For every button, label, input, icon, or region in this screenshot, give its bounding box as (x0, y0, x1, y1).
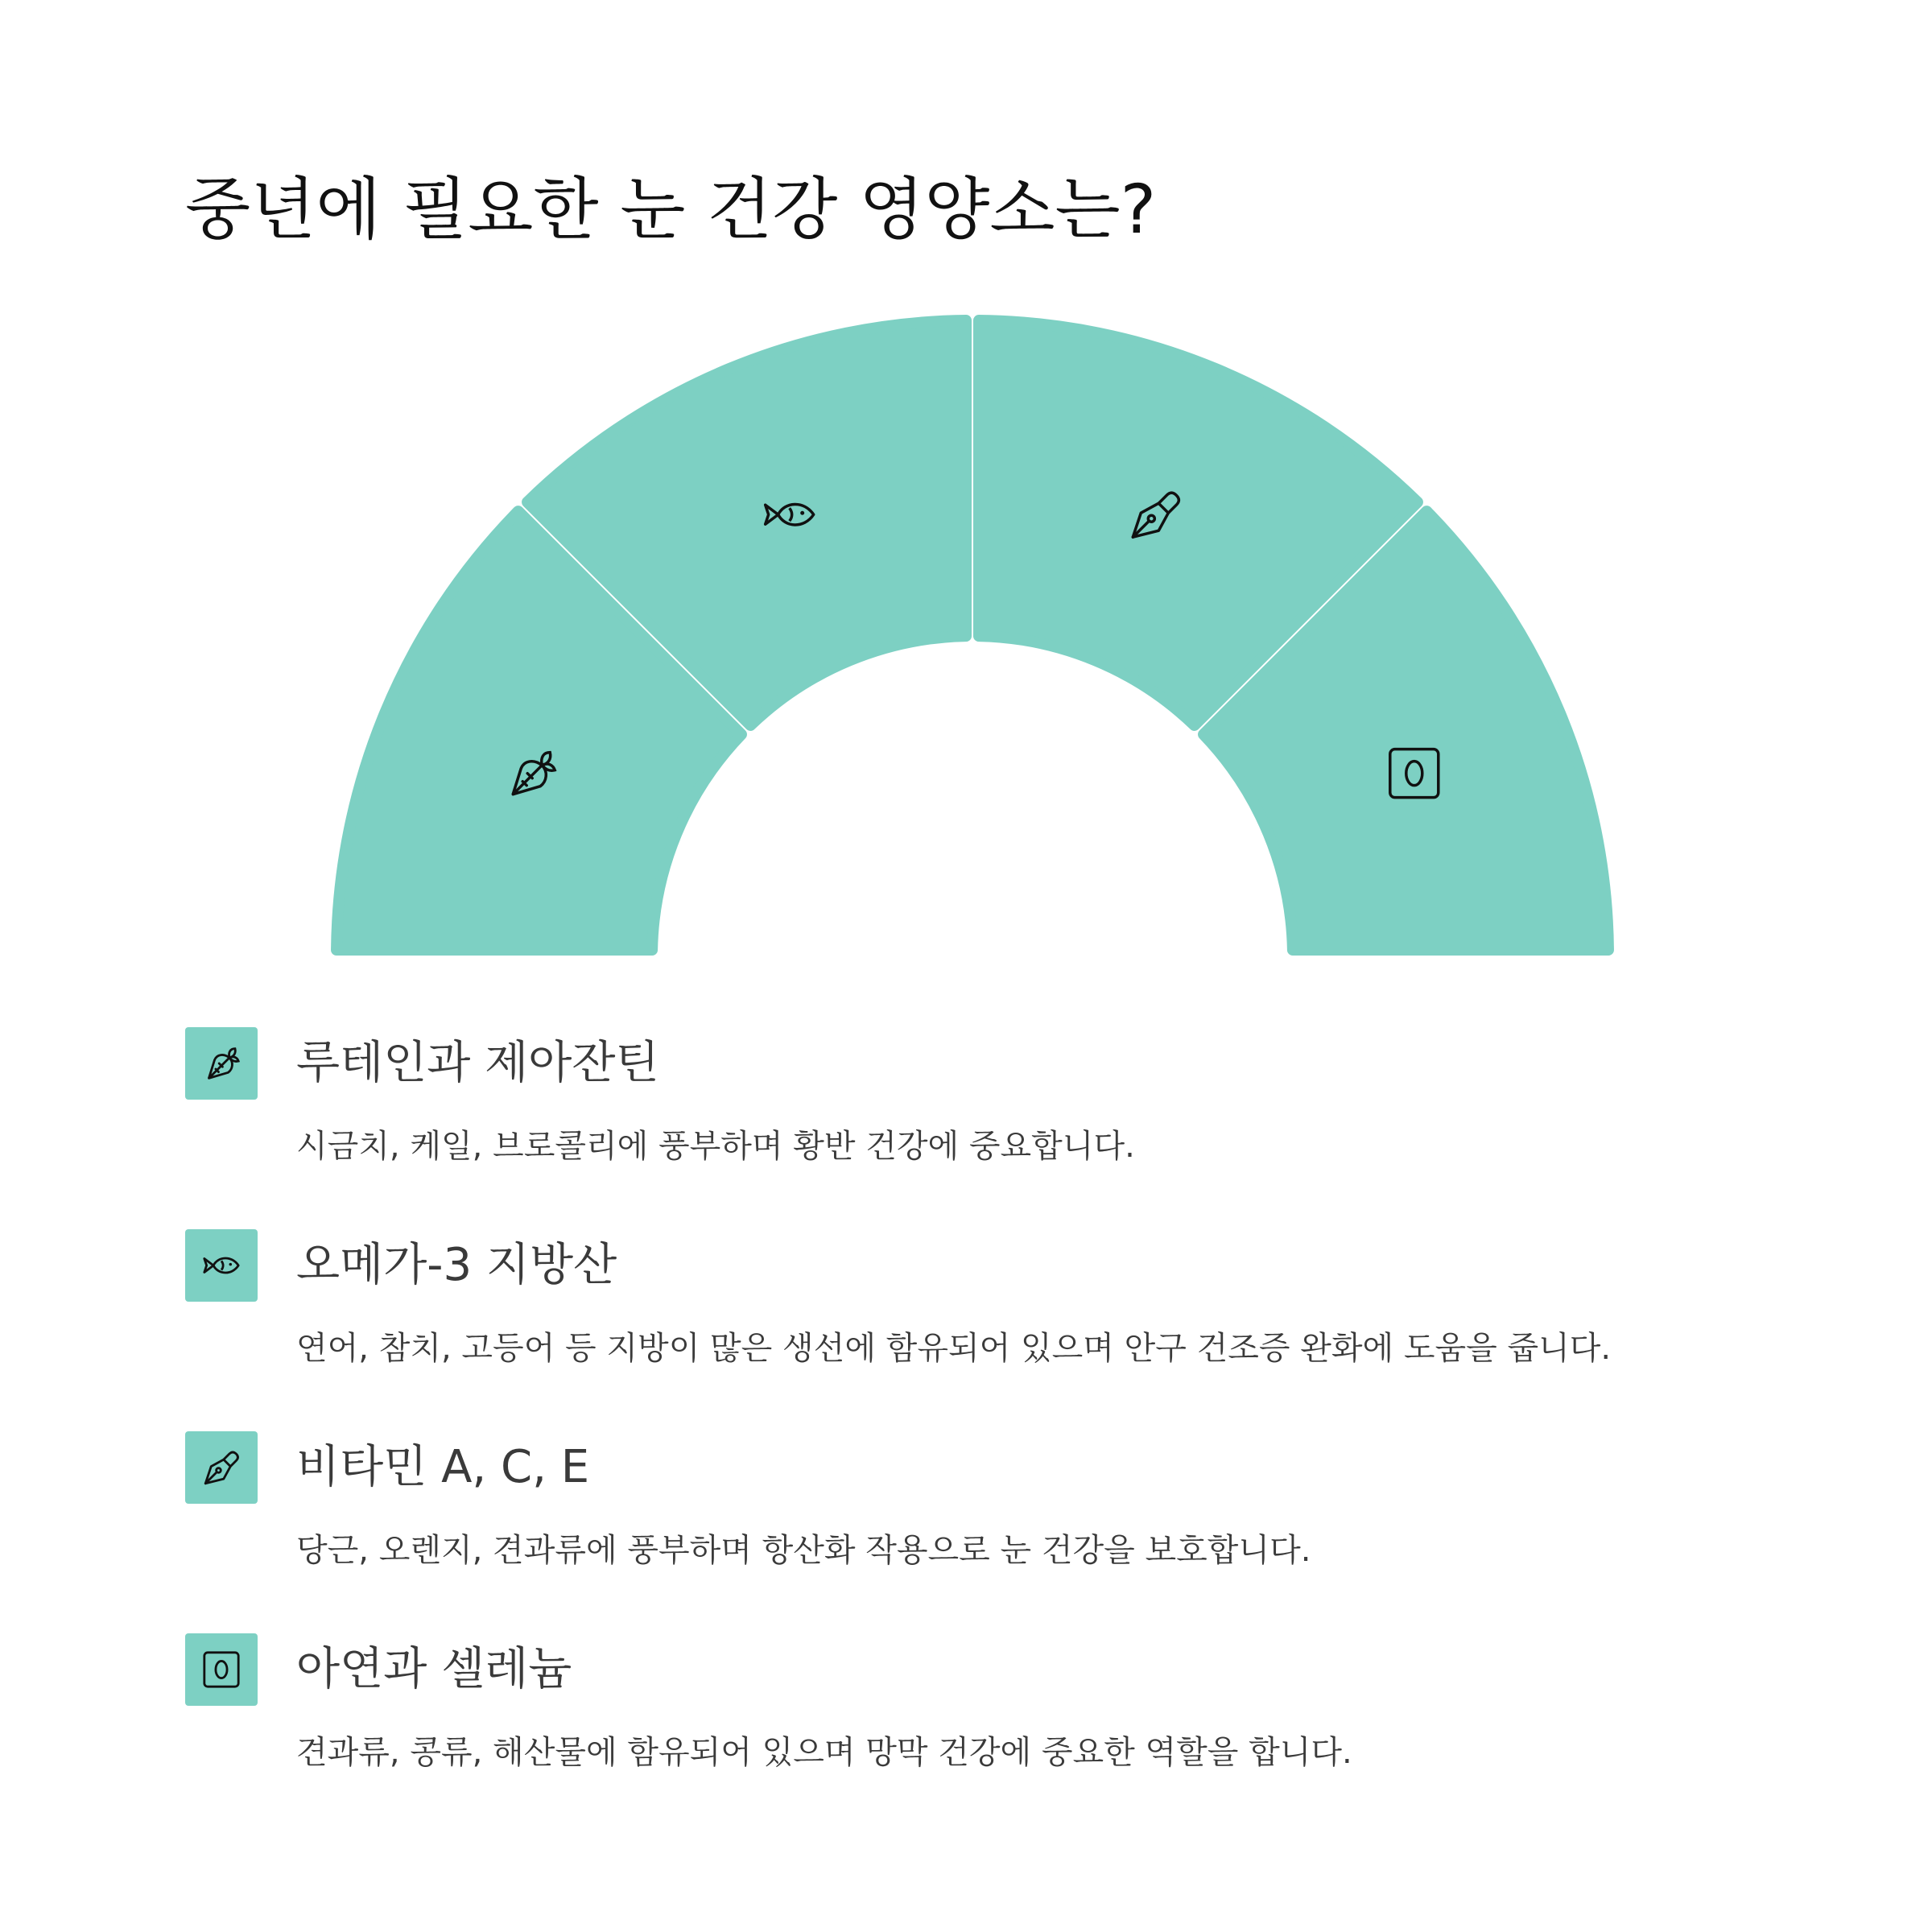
zero-box-icon (202, 1650, 241, 1689)
carrot-icon (202, 1044, 241, 1083)
legend-heading: 비타민 A, C, E (296, 1441, 590, 1493)
legend-icon-badge (185, 1229, 258, 1302)
legend-icon-badge (185, 1027, 258, 1100)
legend-icon-badge (185, 1431, 258, 1504)
legend-heading: 아연과 셀레늄 (296, 1643, 572, 1695)
legend-heading: 오메가-3 지방산 (296, 1239, 617, 1291)
segments-layer (336, 320, 1608, 950)
legend-icon-badge (185, 1633, 258, 1706)
legend-description: 시금치, 케일, 브로콜리에 풍부하며 황반 건강에 중요합니다. (296, 1128, 1135, 1165)
page-title: 중년에 필요한 눈 건강 영양소는? (185, 170, 1157, 249)
fish-icon (202, 1246, 241, 1285)
legend-description: 연어, 참치, 고등어 등 지방이 많은 생선에 함유되어 있으며 안구 건조증 완화에 도움을 줍니다. (296, 1330, 1612, 1367)
legend-description: 당근, 오렌지, 견과류에 풍부하며 항산화 작용으로 눈 건강을 보호합니다. (296, 1532, 1311, 1569)
legend-description: 견과류, 콩류, 해산물에 함유되어 있으며 망막 건강에 중요한 역할을 합니다. (296, 1734, 1352, 1771)
pen-nib-icon (202, 1448, 241, 1487)
legend-heading: 루테인과 제아잔틴 (296, 1037, 659, 1089)
